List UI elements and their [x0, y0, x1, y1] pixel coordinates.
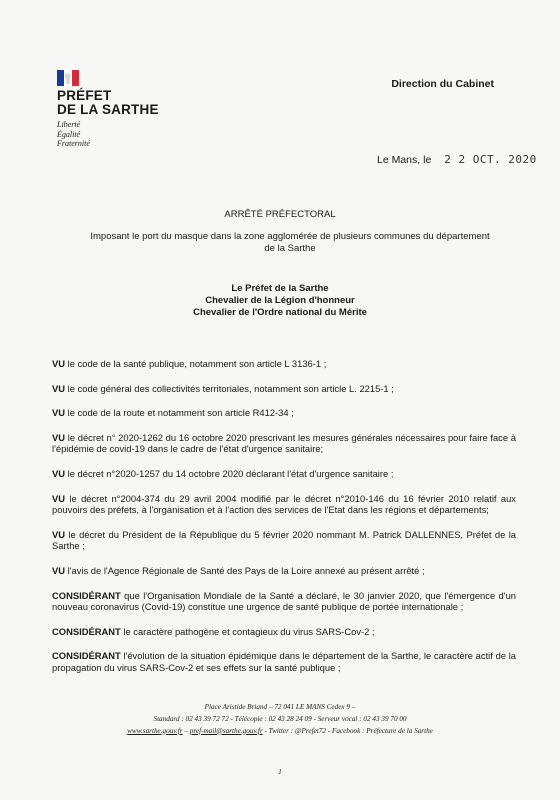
website-link[interactable]: www.sarthe.gouv.fr	[127, 726, 183, 735]
clause-item	[52, 407, 516, 419]
clause-keyword: VU	[52, 528, 66, 540]
marianne-flag-icon	[57, 70, 79, 86]
clause-text: le code de la route et notamment son article R412-34 ;	[65, 407, 294, 419]
prefet-title-line: Le Préfet de la Sarthe	[231, 283, 329, 294]
footer-social: - Twitter : @Prefet72 - Facebook : Préfecture de la Sarthe	[262, 726, 433, 735]
clause-item	[52, 565, 516, 577]
clause-item	[52, 383, 516, 395]
clause-keyword: VU	[52, 467, 66, 479]
clause-item	[52, 358, 516, 370]
clause-keyword: CONSIDÉRANT	[52, 589, 121, 601]
clause-item	[52, 493, 516, 516]
clause-text: le décret n°2020-1257 du 14 octobre 2020 déclarant l'état d'urgence sanitaire ;	[65, 467, 394, 479]
clause-item	[52, 590, 516, 613]
clause-text: que l'Organisation Mondiale de la Santé a déclaré, le 30 janvier 2020, que l'émergence d'un nouveau coronavirus (Covid-19) constitue une urgence de santé publique de portée internationale ;	[52, 589, 516, 613]
email-link[interactable]: pref-mail@sarthe.gouv.fr	[189, 726, 263, 735]
footer-phones: Standard : 02 43 39 72 72 - Télécopie : 02 43 28 24 09 - Serveur vocal : 02 43 39 70 00	[153, 714, 407, 723]
clause-text: l'évolution de la situation épidémique dans le département de la Sarthe, le caractère actif de la propagation du virus SARS-Cov-2 et ses effets sur la santé publique ;	[52, 650, 516, 673]
prefet-title-line: Chevalier de la Légion d'honneur	[205, 295, 355, 306]
clause-keyword: VU	[52, 358, 66, 369]
prefet-titles	[0, 283, 560, 319]
clause-keyword: VU	[52, 382, 66, 394]
clause-text: le décret du Président de la République du 5 février 2020 nommant M. Patrick DALLENNES, Préfet de la Sarthe ;	[52, 528, 516, 552]
page-number: 1	[278, 768, 282, 776]
document-subject: Imposant le port du masque dans la zone agglomérée de plusieurs communes du département de la Sarthe	[90, 231, 490, 254]
department-name: Direction du Cabinet	[391, 78, 494, 90]
prefecture-name: PRÉFET DE LA SARTHE	[57, 88, 159, 117]
footer-separator: –	[182, 726, 190, 735]
clause-item	[52, 626, 516, 638]
clause-item	[52, 650, 516, 673]
clause-item	[52, 529, 516, 552]
clause-text: le code général des collectivités territoriales, notamment son article L. 2215-1 ;	[65, 382, 394, 394]
place-label: Le Mans, le	[377, 154, 432, 166]
clause-item	[52, 432, 516, 455]
document-title: ARRÊTÉ PRÉFECTORAL	[224, 209, 336, 220]
clause-item	[52, 468, 516, 480]
clause-text: l'avis de l'Agence Régionale de Santé des Pays de la Loire annexé au présent arrêté ;	[65, 564, 425, 576]
clause-text: le décret n° 2020-1262 du 16 octobre 2020 prescrivant les mesures générales nécessaires pour faire face à l'épidémie de covid-19 dans le cadre de l'état d'urgence sanitaire;	[52, 431, 516, 455]
clause-keyword: VU	[52, 431, 66, 443]
clause-text: le caractère pathogène et contagieux du virus SARS-Cov-2 ;	[120, 625, 375, 637]
page-footer	[0, 702, 560, 737]
clause-text: le code de la santé publique, notamment son article L 3136-1 ;	[65, 358, 327, 369]
date-line	[377, 153, 537, 166]
republic-motto: Liberté Égalité Fraternité	[57, 120, 90, 148]
clause-text: le décret n°2004-374 du 29 avril 2004 modifié par le décret n°2010-146 du 16 février 2010 relatif aux pouvoirs des préfets, à l'organisation et à l'action des services de l'Etat dans les régions et départements;	[52, 492, 516, 516]
date-stamp: 2 2 OCT. 2020	[444, 153, 537, 166]
clause-keyword: VU	[52, 492, 66, 504]
prefet-title-line: Chevalier de l'Ordre national du Mérite	[193, 307, 367, 318]
clause-keyword: VU	[52, 407, 66, 419]
clause-list	[52, 358, 516, 687]
clause-keyword: VU	[52, 564, 66, 576]
footer-address: Place Aristide Briand – 72 041 LE MANS Cedex 9 –	[204, 703, 356, 711]
footer-links	[0, 726, 560, 738]
clause-keyword: CONSIDÉRANT	[52, 650, 121, 662]
clause-keyword: CONSIDÉRANT	[52, 625, 121, 637]
